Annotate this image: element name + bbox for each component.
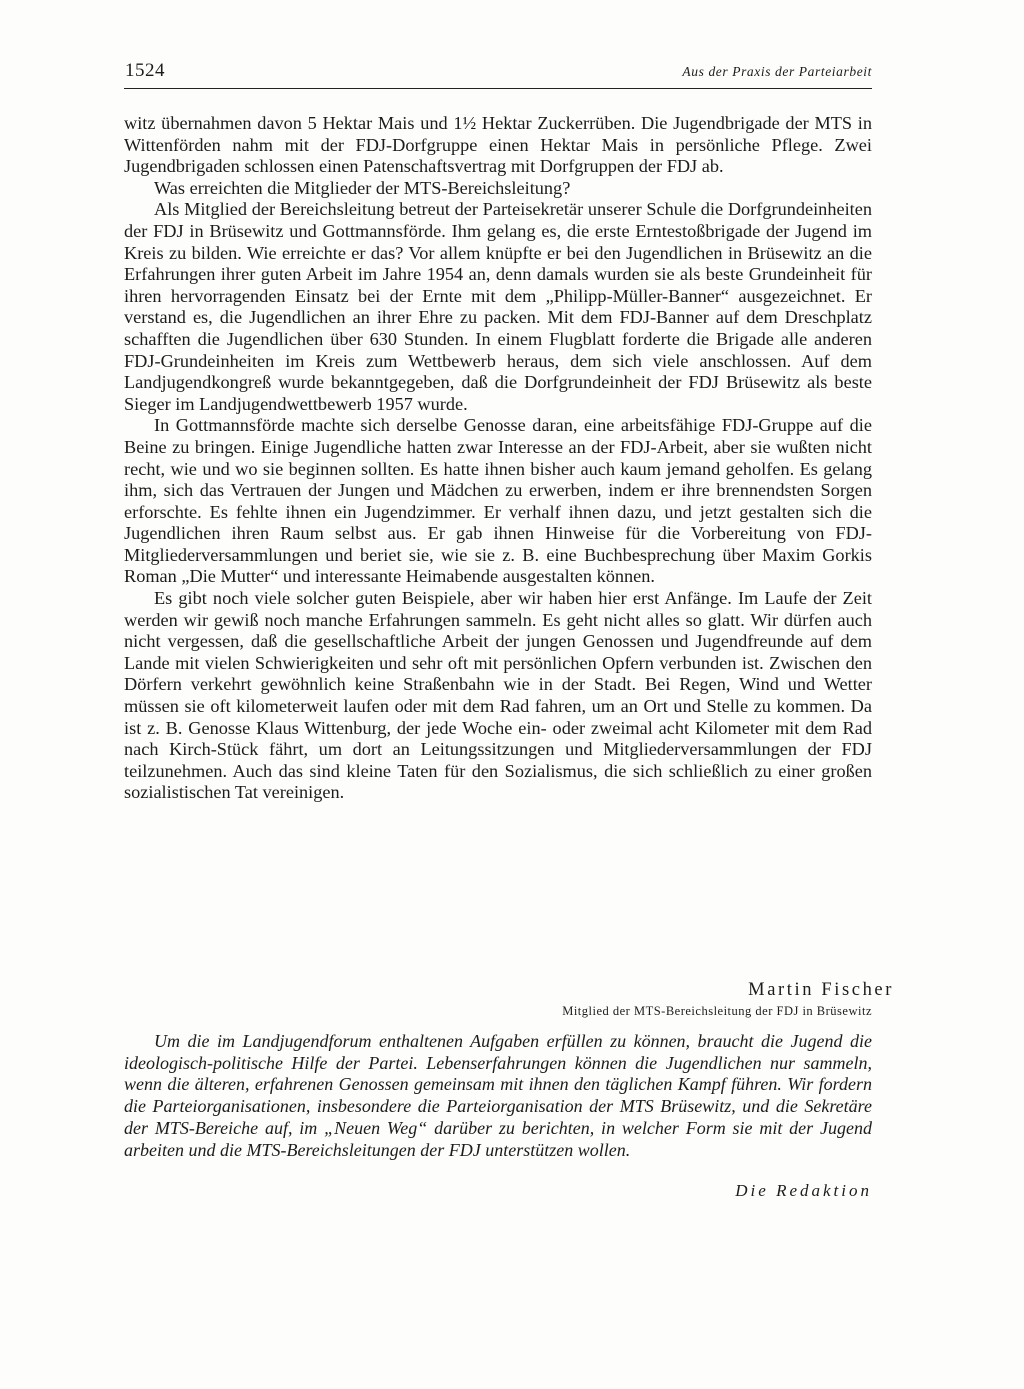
paragraph: In Gottmannsförde machte sich derselbe Genosse daran, eine arbeitsfähige FDJ-Gruppe auf die Beine zu bringen. Einige Jugendliche hatten zwar Interesse an der FDJ-Arbeit, aber sie wußten nicht recht, wie und wo sie beginnen sollten. Es hatte ihnen bisher auch kaum jemand geholfen. Es gelang ihm, sich das Vertrauen der Jungen und Mädchen zu erwerben, indem er ihre brennendsten Sorgen erforschte. Es fehlte ihnen ein Jugendzimmer. Er verhalf ihnen dazu, und jetzt gestalten sich die Jugendlichen ihren Raum selbst aus. Er gab ihnen Hinweise für die Vorbereitung von FDJ-Mitgliederversammlungen und beriet sie, wie sie z. B. eine Buchbesprechung über Maxim Gorkis Roman „Die Mutter“ und interessante Heimabende ausgestalten können. xyxy=(124,415,872,587)
paragraph-question: Was erreichten die Mitglieder der MTS-Bereichsleitung? xyxy=(154,177,571,198)
editorial-signature: Die Redaktion xyxy=(735,1181,872,1200)
article-body xyxy=(124,113,872,804)
author-affiliation: Mitglied der MTS-Bereichsleitung der FDJ in Brüsewitz xyxy=(562,1004,872,1018)
page-number: 1524 xyxy=(125,60,165,81)
author-signature: Martin Fischer xyxy=(748,980,894,1000)
running-title: Aus der Praxis der Parteiarbeit xyxy=(682,64,872,79)
page-header xyxy=(124,58,872,89)
paragraph: Als Mitglied der Bereichsleitung betreut der Parteisekretär unserer Schule die Dorfgrundeinheiten der FDJ in Brüsewitz und Gottmannsförde. Ihm gelang es, die erste Erntestoßbrigade der Jugend im Kreis zu bilden. Wie erreichte er das? Vor allem knüpfte er bei den Jugendlichen in Brüsewitz an die Erfahrungen ihrer guten Arbeit im Jahre 1954 an, denn damals wurden sie als beste Grundeinheit für ihren hervorragenden Einsatz bei der Ernte mit dem „Philipp-Müller-Banner“ ausgezeichnet. Er verstand es, die Jugendlichen an ihrer Ehre zu packen. Mit dem FDJ-Banner auf dem Dreschplatz schafften die Jugendlichen über 630 Stunden. In einem Flugblatt forderte die Brigade alle anderen FDJ-Grundeinheiten im Kreis zum Wettbewerb heraus, dem sich viele anschlossen. Auf dem Landjugendkongreß wurde bekanntgegeben, daß die Dorfgrundeinheit der FDJ Brüsewitz als beste Sieger im Landjugendwettbewerb 1957 wurde. xyxy=(124,199,872,414)
paragraph-continuation: witz übernahmen davon 5 Hektar Mais und 1½ Hektar Zuckerrüben. Die Jugendbrigade der MTS in Wittenförden nahm mit der FDJ-Dorfgruppe einen Hektar Mais in persönliche Pflege. Zwei Jugendbrigaden schlossen einen Patenschaftsvertrag mit Dorfgruppen der FDJ ab. xyxy=(124,113,872,177)
paragraph: Es gibt noch viele solcher guten Beispiele, aber wir haben hier erst Anfänge. Im Laufe der Zeit werden wir gewiß noch manche Erfahrungen sammeln. Es geht nicht alles so glatt. Wir dürfen auch nicht vergessen, daß die gesellschaftliche Arbeit der jungen Genossen und Jugendfreunde auf dem Lande mit vielen Schwierigkeiten und sehr oft mit persönlichen Opfern verbunden ist. Zwischen den Dörfern verkehrt gewöhnlich keine Straßenbahn wie in der Stadt. Bei Regen, Wind und Wetter müssen sie oft kilometerweit laufen oder mit dem Rad fahren, um an Ort und Stelle zu kommen. Da ist z. B. Genosse Klaus Wittenburg, der jede Woche ein- oder zweimal acht Kilometer mit dem Rad nach Kirch-Stück fährt, um dort an Leitungssitzungen und Mitgliederversammlungen der FDJ teilzunehmen. Auch das sind kleine Taten für den Sozialismus, die sich schließlich zu einer großen sozialistischen Tat vereinigen. xyxy=(124,588,872,803)
editorial-note: Um die im Landjugendforum enthaltenen Aufgaben erfüllen zu können, braucht die Jugend die ideologisch-politische Hilfe der Partei. Lebenserfahrungen können die Jugendlichen nur sammeln, wenn die älteren, erfahrenen Genossen gemeinsam mit ihnen den täglichen Kampf führen. Wir fordern die Parteiorganisationen, insbesondere die Parteiorganisation der MTS Brüsewitz, und die Sekretäre der MTS-Bereiche auf, im „Neuen Weg“ darüber zu berichten, in welcher Form sie mit der Jugend arbeiten und die MTS-Bereichsleitungen der FDJ unterstützen wollen. xyxy=(124,1031,872,1160)
